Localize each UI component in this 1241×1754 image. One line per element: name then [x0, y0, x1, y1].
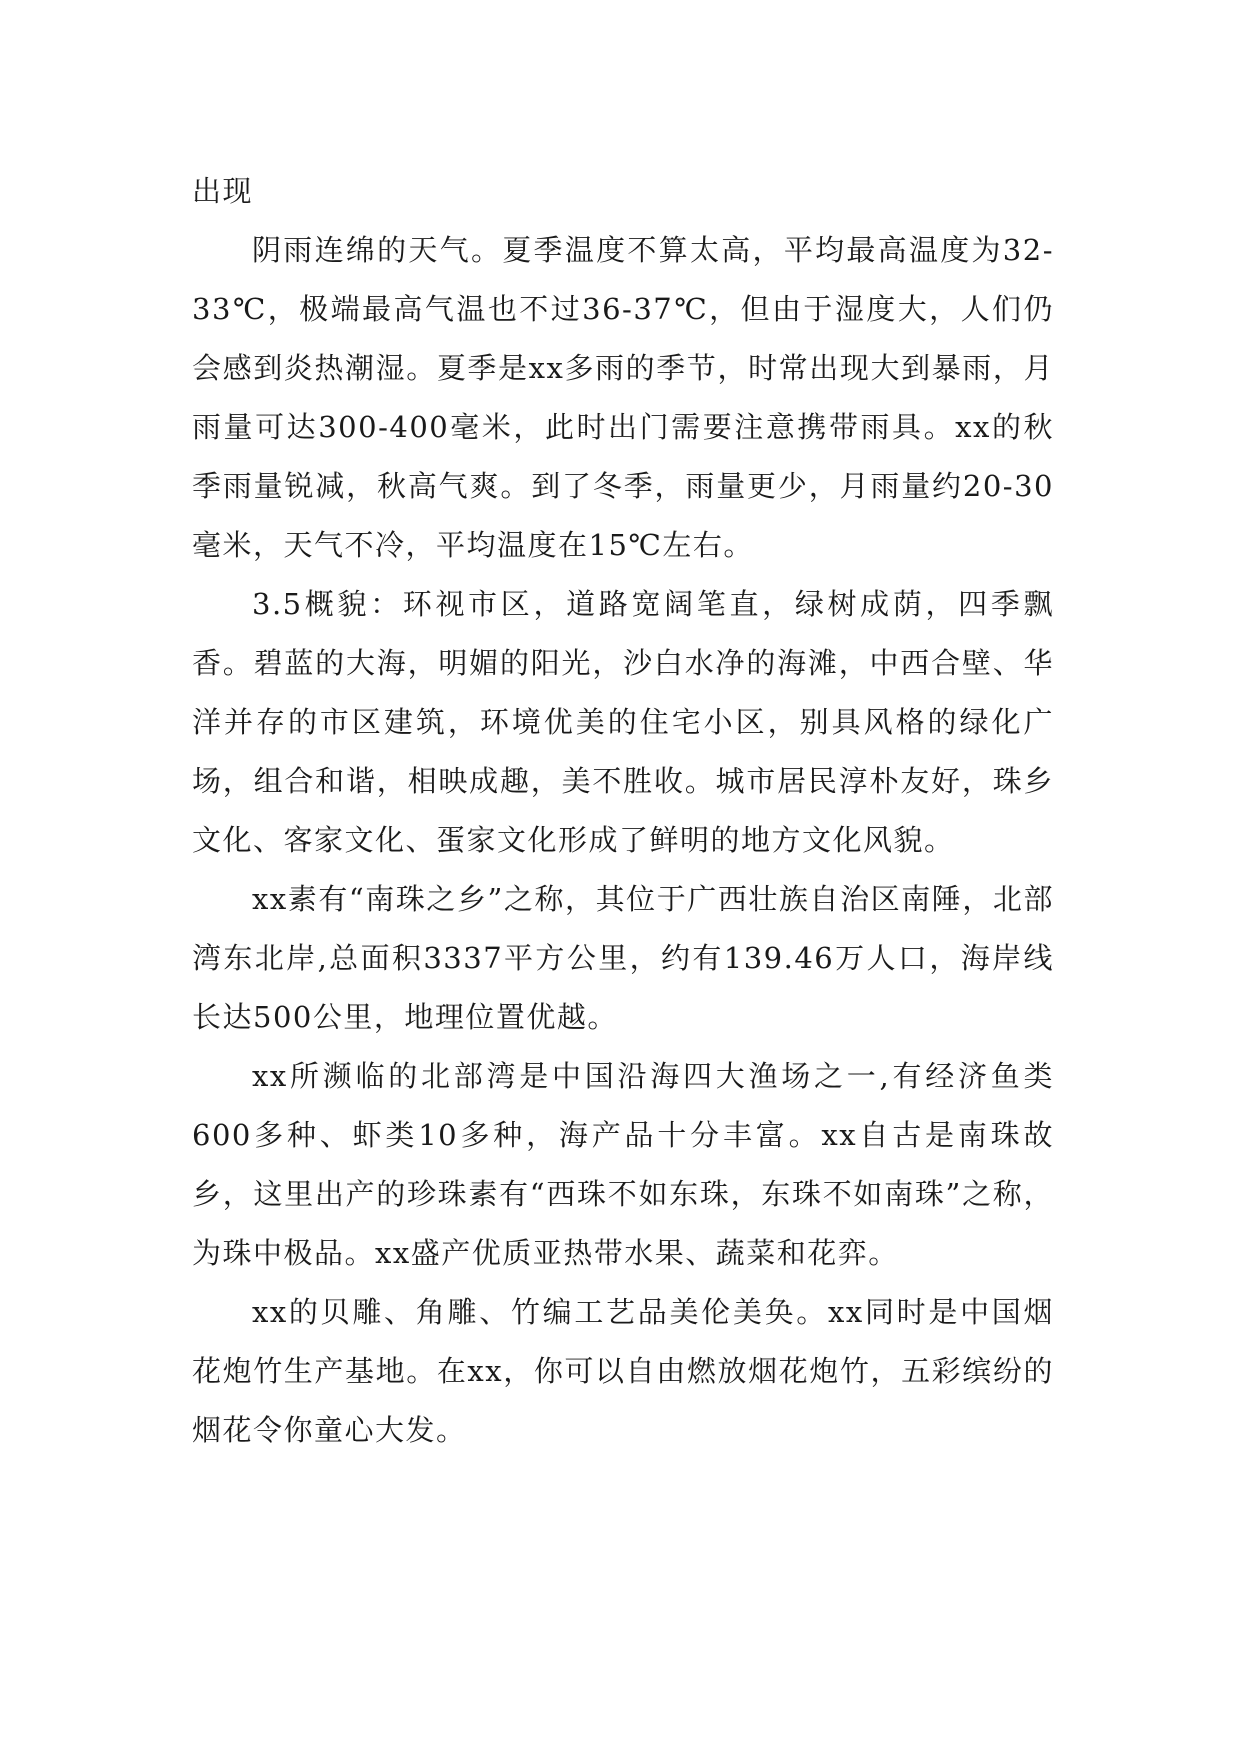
paragraph-overview: 3.5概貌：环视市区，道路宽阔笔直，绿树成荫，四季飘香。碧蓝的大海，明媚的阳光，沙白水净的海滩，中西合壁、华洋并存的市区建筑，环境优美的住宅小区，别具风格的绿化广场，组合和谐，相映成趣，美不胜收。城市居民淳朴友好，珠乡文化、客家文化、蛋家文化形成了鲜明的地方文化风貌。 — [192, 587, 1054, 857]
paragraph-location: xx素有“南珠之乡”之称，其位于广西壮族自治区南陲，北部湾东北岸,总面积3337平方公里，约有139.46万人口，海岸线长达500公里，地理位置优越。 — [192, 882, 1054, 1034]
paragraph-continuation: 出现 — [192, 174, 254, 208]
document-body — [192, 162, 1054, 1460]
paragraph-crafts: xx的贝雕、角雕、竹编工艺品美伦美奂。xx同时是中国烟花炮竹生产基地。在xx，你可以自由燃放烟花炮竹，五彩缤纷的烟花令你童心大发。 — [192, 1295, 1054, 1447]
paragraph-products: xx所濒临的北部湾是中国沿海四大渔场之一,有经济鱼类600多种、虾类10多种，海产品十分丰富。xx自古是南珠故乡，这里出产的珍珠素有“西珠不如东珠，东珠不如南珠”之称，为珠中极品。xx盛产优质亚热带水果、蔬菜和花弈。 — [192, 1059, 1054, 1270]
paragraph-climate: 阴雨连绵的天气。夏季温度不算太高，平均最高温度为32-33℃，极端最高气温也不过36-37℃，但由于湿度大，人们仍会感到炎热潮湿。夏季是xx多雨的季节，时常出现大到暴雨，月雨量可达300-400毫米，此时出门需要注意携带雨具。xx的秋季雨量锐减，秋高气爽。到了冬季，雨量更少，月雨量约20-30毫米，天气不冷，平均温度在15℃左右。 — [192, 233, 1054, 562]
